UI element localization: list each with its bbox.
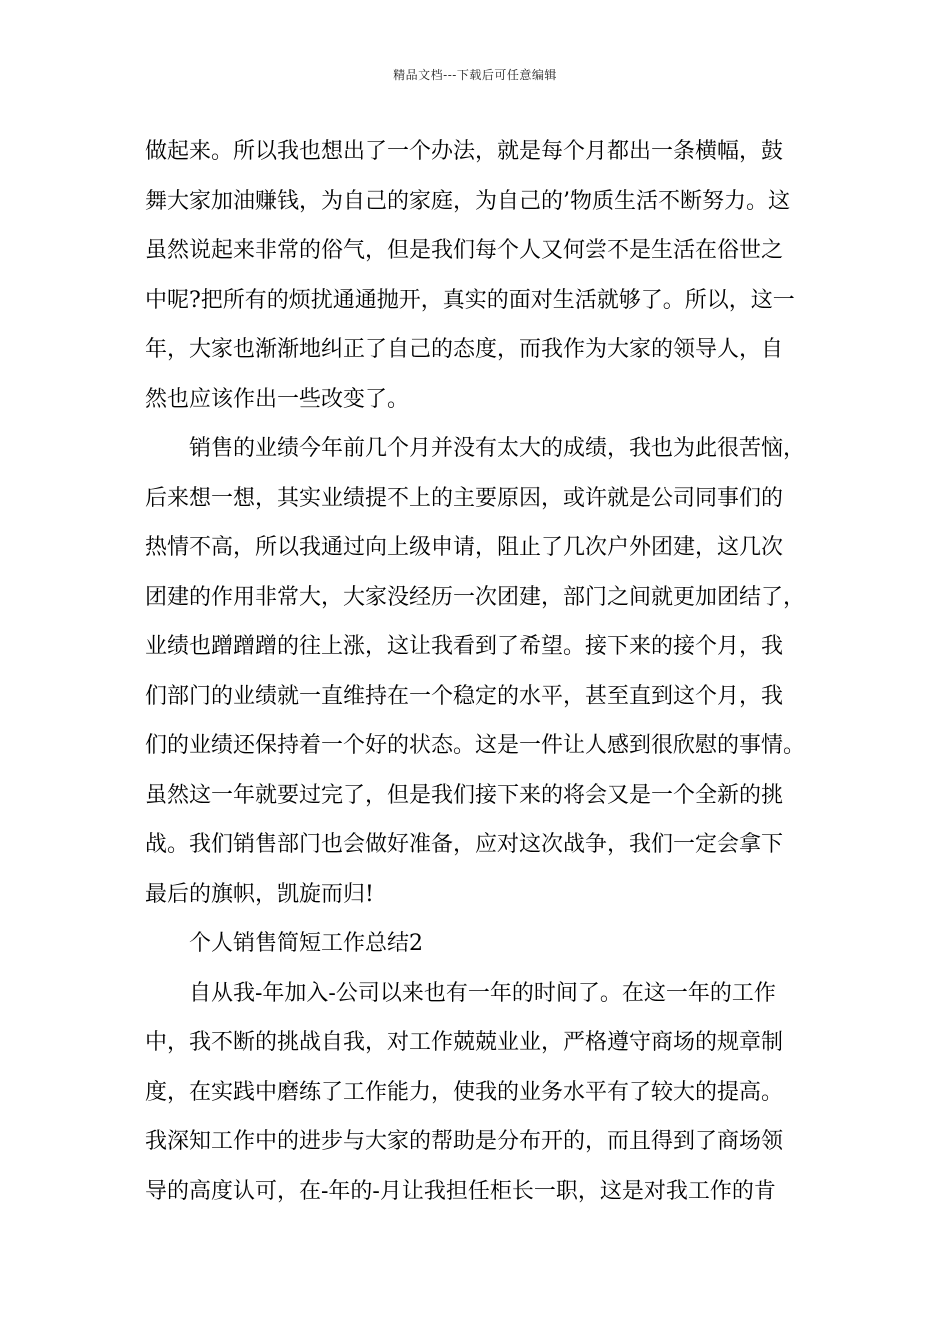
text-line: 虽然说起来非常的俗气，但是我们每个人又何尝不是生活在俗世之 bbox=[145, 238, 784, 263]
text-line: 度，在实践中磨练了工作能力，使我的业务水平有了较大的提高。 bbox=[145, 1079, 784, 1105]
paragraph-start-line: 自从我-年加入-公司以来也有一年的时间了。在这一年的工作 bbox=[189, 980, 776, 1006]
paragraph-start-line: 销售的业绩今年前几个月并没有太大的成绩，我也为此很苦恼， bbox=[189, 436, 806, 461]
text-line: 最后的旗帜，凯旋而归! bbox=[145, 881, 374, 907]
text-line: 虽然这一年就要过完了，但是我们接下来的将会又是一个全新的挑 bbox=[145, 782, 784, 808]
text-line: 做起来。所以我也想出了一个办法，就是每个月都出一条横幅，鼓 bbox=[145, 139, 784, 164]
text-line: 然也应该作出一些改变了。 bbox=[145, 386, 410, 412]
text-line: 热情不高，所以我通过向上级申请，阻止了几次户外团建，这几次 bbox=[145, 535, 784, 560]
text-line: 们部门的业绩就一直维持在一个稳定的水平，甚至直到这个月，我 bbox=[145, 683, 784, 709]
text-line: 业绩也蹭蹭蹭的往上涨，这让我看到了希望。接下来的接个月，我 bbox=[145, 634, 784, 659]
text-line: 后来想一想，其实业绩提不上的主要原因，或许就是公司同事们的 bbox=[145, 485, 784, 511]
text-line: 中，我不断的挑战自我，对工作兢兢业业，严格遵守商场的规章制 bbox=[145, 1030, 784, 1055]
page-header: 精品文档---下载后可任意编辑 bbox=[393, 68, 557, 82]
text-line: 战。我们销售部门也会做好准备，应对这次战争，我们一定会拿下 bbox=[145, 832, 784, 857]
text-line: 舞大家加油赚钱，为自己的家庭，为自己的’物质生活不断努力。这 bbox=[145, 188, 790, 214]
section-heading: 个人销售简短工作总结2 bbox=[189, 931, 423, 956]
text-line: 年，大家也渐渐地纠正了自己的态度，而我作为大家的领导人，自 bbox=[145, 337, 784, 362]
text-line: 们的业绩还保持着一个好的状态。这是一件让人感到很欣慰的事情。 bbox=[145, 733, 806, 758]
text-line: 团建的作用非常大，大家没经历一次团建，部门之间就更加团结了， bbox=[145, 584, 806, 610]
text-line: 中呢?把所有的烦扰通通抛开，真实的面对生活就够了。所以，这一 bbox=[145, 287, 795, 313]
document-body bbox=[145, 127, 825, 1216]
text-line: 导的高度认可，在-年的-月让我担任柜长一职，这是对我工作的肯 bbox=[145, 1178, 776, 1204]
text-line: 我深知工作中的进步与大家的帮助是分布开的，而且得到了商场领 bbox=[145, 1129, 784, 1154]
